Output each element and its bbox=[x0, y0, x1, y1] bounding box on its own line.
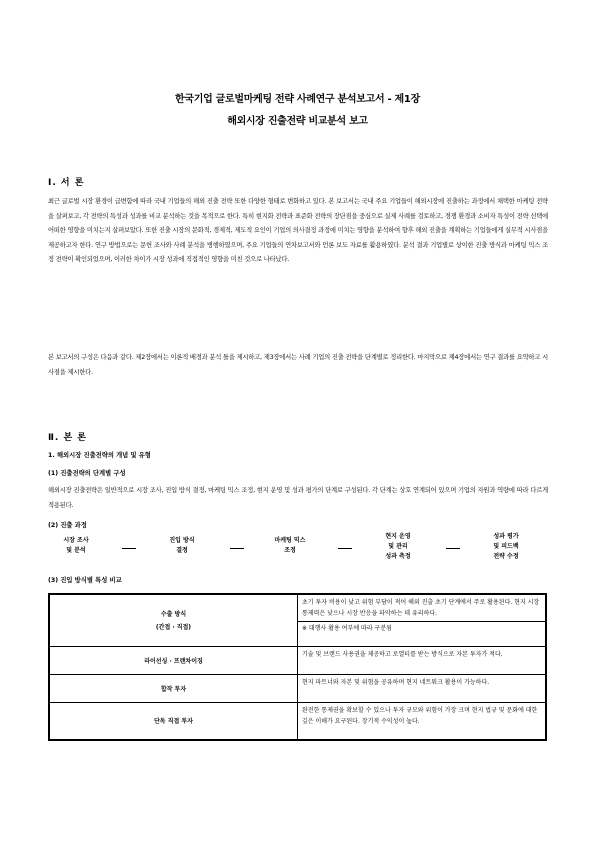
table-row bbox=[49, 702, 546, 740]
flow-step-label: 진입 방식 bbox=[169, 537, 195, 544]
table-row bbox=[49, 594, 546, 646]
document-subtitle: 해외시장 진출전략 비교분석 보고 bbox=[227, 116, 368, 127]
flow-connector bbox=[230, 548, 244, 549]
section-heading-body: Ⅱ. 본 론 bbox=[48, 433, 88, 443]
table-cell-value: 기술 및 브랜드 사용권을 제공하고 로열티를 받는 방식으로 자본 투자가 적다. bbox=[298, 646, 547, 674]
subsection-heading: 1. 해외시장 진출전략의 개념 및 유형 bbox=[48, 452, 151, 459]
comparison-table bbox=[48, 593, 547, 741]
flow-step-label: 성과 평가 bbox=[493, 533, 519, 540]
flow-step-label: 및 관리 bbox=[388, 543, 408, 550]
flow-connector bbox=[122, 548, 136, 549]
flow-step-label: 현지 운영 bbox=[385, 533, 411, 540]
table-cell-label: 합작 투자 bbox=[49, 674, 298, 702]
flow-step-label: 시장 조사 bbox=[63, 537, 89, 544]
flow-step bbox=[40, 536, 112, 556]
table-row bbox=[49, 674, 546, 702]
subsection-heading: (1) 진출전략의 단계별 구성 bbox=[48, 470, 126, 477]
flow-step-label: 마케팅 믹스 bbox=[274, 537, 306, 544]
row-label: 수출 방식 bbox=[160, 611, 187, 619]
table-row bbox=[49, 646, 546, 674]
flow-step-label: 성과 측정 bbox=[385, 553, 411, 560]
intro-paragraph-1: 최근 글로벌 시장 환경이 급변함에 따라 국내 기업들의 해외 진출 전략 또한 다양한 형태로 변화하고 있다. 본 보고서는 국내 주요 기업들이 해외시장에 진출하는 과정에서 채택한 마케팅 전략을 살펴보고, 각 전략의 특성과 성과를 비교 분석하는 것을 목적으로 한다. 특히 현지화 전략과 표준화 전략의 장단점을 중심으로 실제 사례를 검토하고, 경쟁 환경과 소비자 특성이 전략 선택에 어떠한 영향을 미치는지 살펴보았다. 또한 진출 시장의 문화적, 경제적, 제도적 요인이 기업의 의사결정 과정에 미치는 영향을 분석하여 향후 해외 진출을 계획하는 기업들에게 실무적 시사점을 제공하고자 한다. 연구 방법으로는 문헌 조사와 사례 분석을 병행하였으며, 주요 기업들의 연차보고서와 언론 보도 자료를 활용하였다. 분석 결과 기업별로 상이한 진출 방식과 마케팅 믹스 조정 전략이 확인되었으며, 이러한 차이가 시장 성과에 직접적인 영향을 미친 것으로 나타났다. bbox=[48, 198, 548, 264]
process-flow bbox=[40, 533, 560, 572]
table-cell-value: 현지 파트너와 자본 및 위험을 공유하며 현지 네트워크 활용이 가능하다. bbox=[298, 674, 547, 702]
flow-step-label: 결정 bbox=[176, 547, 188, 554]
subsection-heading: (3) 진입 방식별 특성 비교 bbox=[48, 577, 122, 584]
flow-step bbox=[254, 536, 326, 556]
row-note: ※ 대행사 활용 여부에 따라 구분됨 bbox=[298, 621, 545, 634]
flow-step-label: 및 피드백 bbox=[493, 543, 519, 550]
flow-step-label: 전략 수정 bbox=[493, 553, 519, 560]
document-title: 한국기업 글로벌마케팅 전략 사례연구 분석보고서 - 제1장 bbox=[175, 94, 420, 105]
table-cell-label bbox=[49, 594, 298, 646]
flow-step bbox=[362, 532, 434, 562]
flow-connector bbox=[446, 548, 460, 549]
flow-step bbox=[146, 536, 218, 556]
intro-paragraph-2: 본 보고서의 구성은 다음과 같다. 제2장에서는 이론적 배경과 분석 틀을 제시하고, 제3장에서는 사례 기업의 진출 전략을 단계별로 정리한다. 마지막으로 제4장에서는 연구 결과를 요약하고 시사점을 제시한다. bbox=[48, 354, 548, 376]
table-cell-value bbox=[298, 594, 547, 646]
section-heading-introduction: Ⅰ. 서 론 bbox=[48, 178, 85, 188]
table-cell-label: 라이선싱 · 프랜차이징 bbox=[49, 646, 298, 674]
row-label: (간접 · 직접) bbox=[155, 624, 192, 632]
table-cell-label: 단독 직접 투자 bbox=[49, 702, 298, 740]
flow-step-label: 조정 bbox=[284, 547, 296, 554]
flow-step bbox=[470, 532, 542, 562]
subsection-heading: (2) 진출 과정 bbox=[48, 522, 87, 529]
flow-connector bbox=[338, 548, 352, 549]
row-value: 초기 투자 비용이 낮고 위험 부담이 적어 해외 진출 초기 단계에서 주로 활용된다. 현지 시장 통제력은 낮으나 시장 반응을 파악하는 데 유리하다. bbox=[302, 599, 540, 617]
flow-step-label: 및 분석 bbox=[66, 547, 86, 554]
body-paragraph: 해외시장 진출전략은 일반적으로 시장 조사, 진입 방식 결정, 마케팅 믹스 조정, 현지 운영 및 성과 평가의 단계로 구성된다. 각 단계는 상호 연계되어 있으며 기업의 자원과 역량에 따라 다르게 적용된다. bbox=[48, 487, 548, 509]
table-cell-value: 완전한 통제권을 확보할 수 있으나 투자 규모와 위험이 가장 크며 현지 법규 및 문화에 대한 깊은 이해가 요구된다. 장기적 수익성이 높다. bbox=[298, 702, 547, 740]
